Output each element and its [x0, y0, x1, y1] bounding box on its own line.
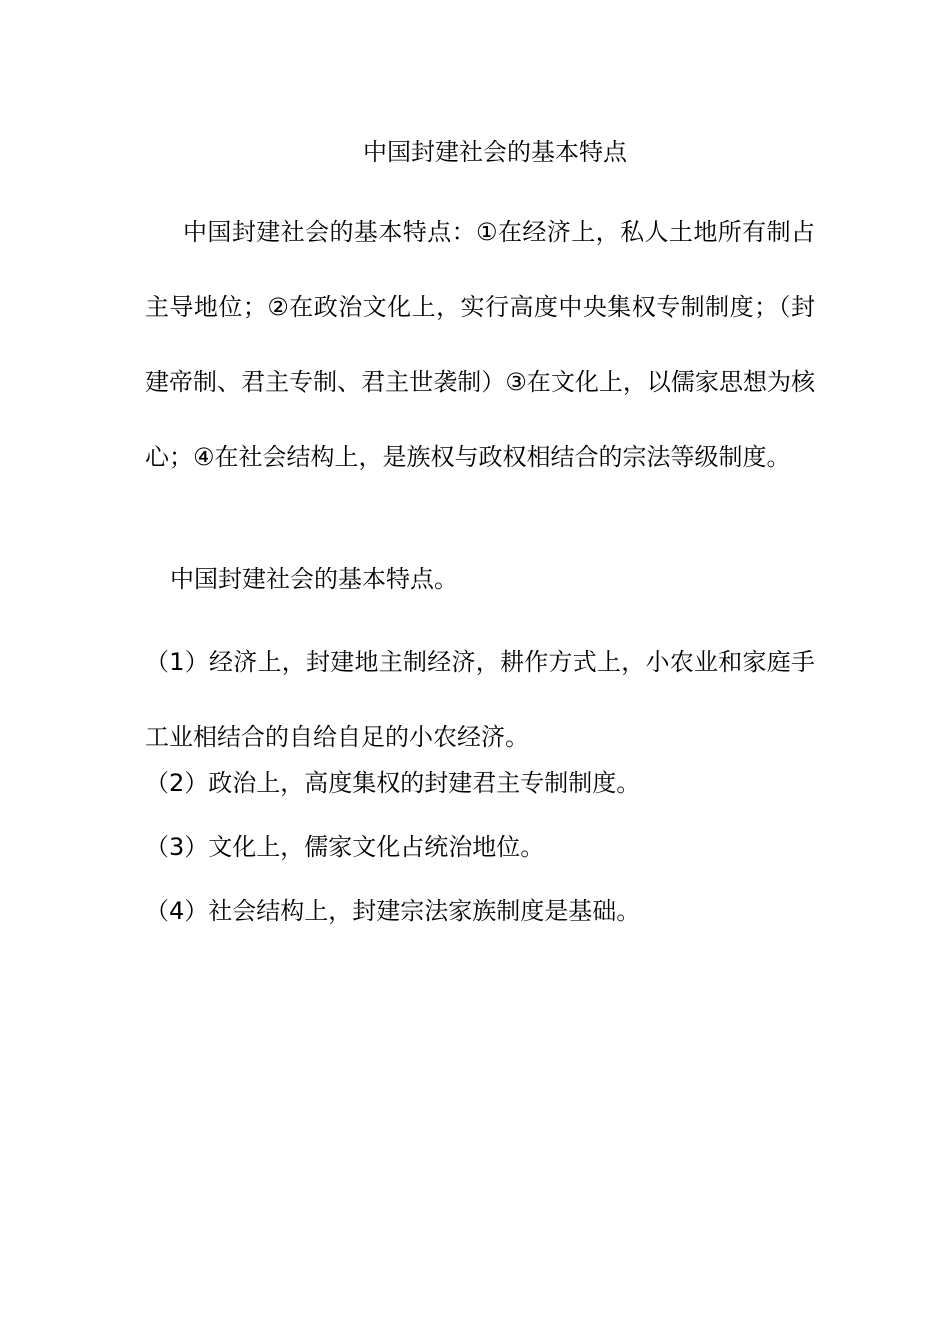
- list-item: （2）政治上，高度集权的封建君主专制制度。: [145, 769, 641, 797]
- list-item: （1）经济上，封建地主制经济，耕作方式上，小农业和家庭手工业相结合的自给自足的小农经济。: [145, 648, 815, 751]
- section-heading: 中国封建社会的基本特点。: [170, 565, 458, 593]
- summary-paragraph: 中国封建社会的基本特点：①在经济上，私人土地所有制占主导地位；②在政治文化上，实行高度中央集权专制制度；（封建帝制、君主专制、君主世袭制）③在文化上，以儒家思想为核心；④在社会结构上，是族权与政权相结合的宗法等级制度。: [145, 218, 815, 471]
- list-item: （4）社会结构上，封建宗法家族制度是基础。: [145, 897, 641, 925]
- list-item: （3）文化上，儒家文化占统治地位。: [145, 833, 545, 861]
- page-title: 中国封建社会的基本特点: [363, 138, 627, 166]
